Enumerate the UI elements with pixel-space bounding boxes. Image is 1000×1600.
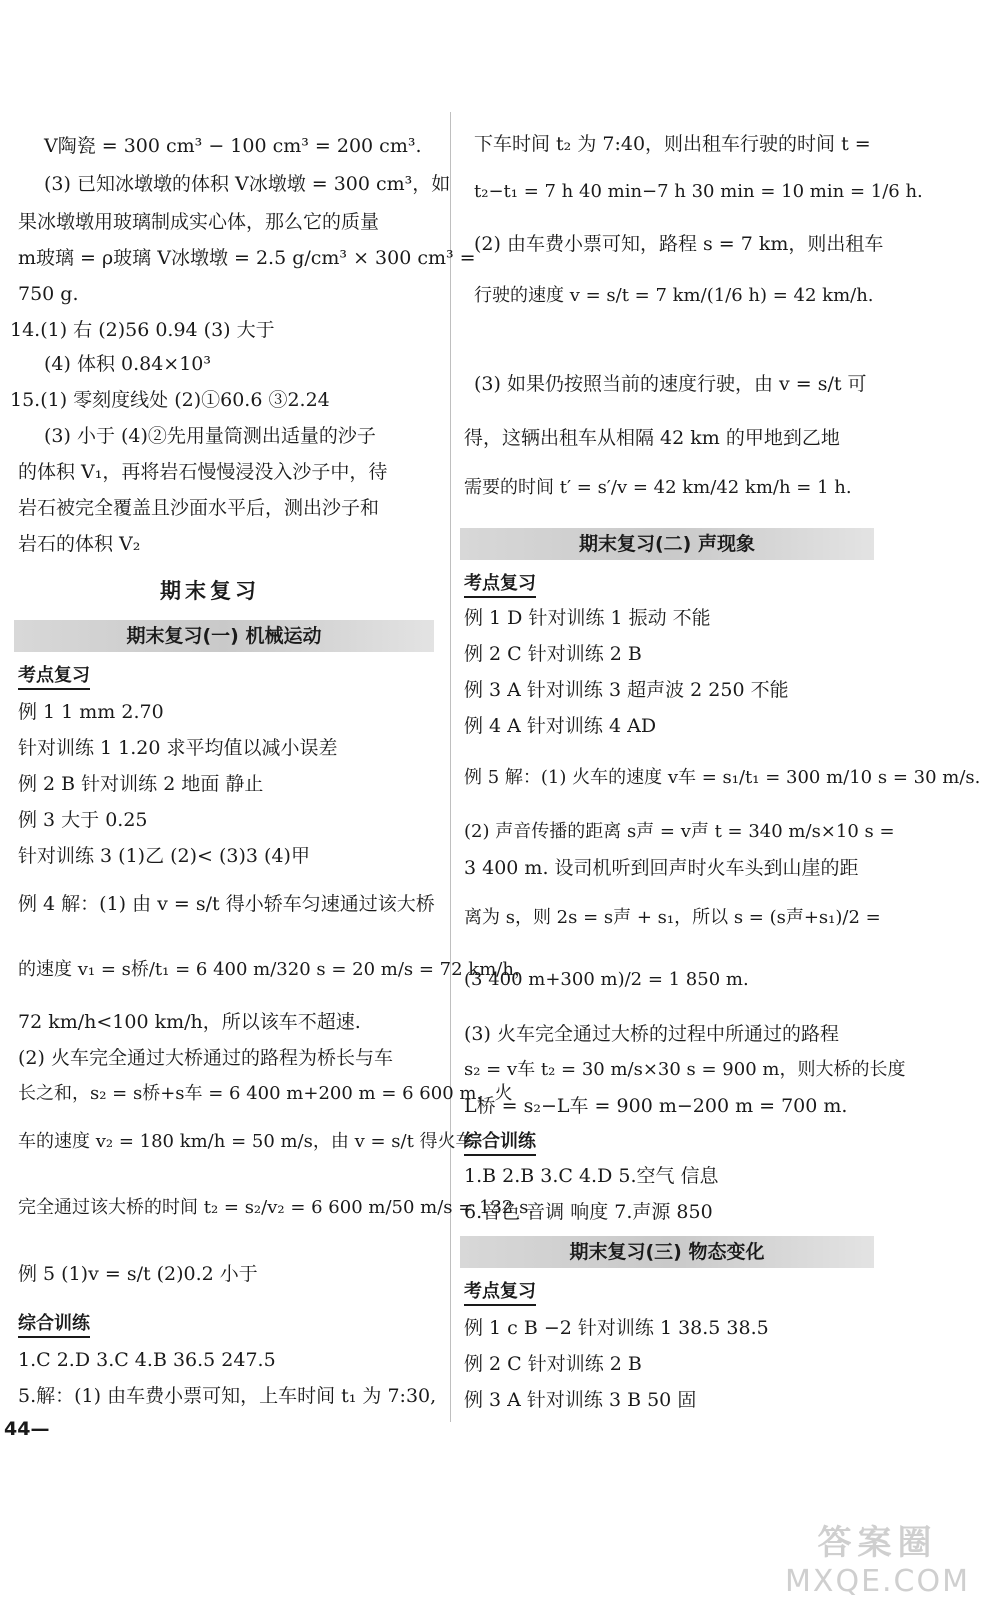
watermark-line2: MXQE.COM xyxy=(785,1564,970,1599)
question-14-line2: (4) 体积 0.84×10³ xyxy=(44,353,212,375)
question-5-line1: 5.解：(1) 由车费小票可知，上车时间 t₁ 为 7:30, xyxy=(18,1385,437,1407)
text-line: t₂−t₁ = 7 h 40 min−7 h 30 min = 10 min = 1/6 h. xyxy=(474,181,923,202)
final-review-title: 期末复习 xyxy=(160,579,260,603)
training-1: 针对训练 1 1.20 求平均值以减小误差 xyxy=(18,737,338,759)
subsection-title: 考点复习 xyxy=(464,572,536,598)
example-5-line3: 3 400 m. 设司机听到回声时火车头到山崖的距 xyxy=(464,857,859,879)
comprehensive-answers-2: 6.音色 音调 响度 7.声源 850 xyxy=(464,1201,713,1223)
example-2: 例 2 B 针对训练 2 地面 静止 xyxy=(18,773,264,795)
column-divider xyxy=(450,112,451,1422)
page-number: 44— xyxy=(4,1418,50,1440)
example-2: 例 2 C 针对训练 2 B xyxy=(464,643,642,665)
question-14-line1: 14.(1) 右 (2)56 0.94 (3) 大于 xyxy=(10,319,275,341)
example-1: 例 1 D 针对训练 1 振动 不能 xyxy=(464,607,711,629)
example-5-line4: 离为 s，则 2s = s声 + s₁，所以 s = (s声+s₁)/2 = xyxy=(464,907,881,928)
text-line: V陶瓷 = 300 cm³ − 100 cm³ = 200 cm³. xyxy=(44,135,422,157)
example-5-line8: L桥 = s₂−L车 = 900 m−200 m = 700 m. xyxy=(464,1095,848,1117)
example-4-line3: 72 km/h<100 km/h，所以该车不超速. xyxy=(18,1011,361,1033)
question-15-line1: 15.(1) 零刻度线处 (2)①60.6 ③2.24 xyxy=(10,389,330,411)
example-5-line5: (3 400 m+300 m)/2 = 1 850 m. xyxy=(464,969,749,990)
text-line: (3) 已知冰墩墩的体积 V冰墩墩 = 300 cm³，如 xyxy=(44,173,451,195)
subsection-title: 考点复习 xyxy=(18,664,90,690)
example-5-line1: 例 5 解：(1) 火车的速度 v车 = s₁/t₁ = 300 m/10 s = 30 m/s. xyxy=(464,767,981,788)
text-line: 下车时间 t₂ 为 7:40，则出租车行驶的时间 t = xyxy=(474,133,871,155)
example-4-line4: (2) 火车完全通过大桥通过的路程为桥长与车 xyxy=(18,1047,393,1069)
text-line: m玻璃 = ρ玻璃 V冰墩墩 = 2.5 g/cm³ × 300 cm³ = xyxy=(18,247,476,269)
example-2: 例 2 C 针对训练 2 B xyxy=(464,1353,642,1375)
subsection-title: 综合训练 xyxy=(18,1312,90,1338)
comprehensive-answers: 1.C 2.D 3.C 4.B 36.5 247.5 xyxy=(18,1349,276,1371)
subsection-title: 综合训练 xyxy=(464,1130,536,1156)
example-4-line7: 完全通过该大桥的时间 t₂ = s₂/v₂ = 6 600 m/50 m/s = 132 s. xyxy=(18,1197,535,1218)
question-15-line3: 的体积 V₁，再将岩石慢慢浸没入沙子中，待 xyxy=(18,461,388,483)
text-line: 得，这辆出租车从相隔 42 km 的甲地到乙地 xyxy=(464,427,840,449)
question-15-line4: 岩石被完全覆盖且沙面水平后，测出沙子和 xyxy=(18,497,380,519)
comprehensive-answers-1: 1.B 2.B 3.C 4.D 5.空气 信息 xyxy=(464,1165,719,1187)
text-line: 750 g. xyxy=(18,283,79,305)
training-3: 针对训练 3 (1)乙 (2)< (3)3 (4)甲 xyxy=(18,845,310,867)
example-5-line6: (3) 火车完全通过大桥的过程中所通过的路程 xyxy=(464,1023,839,1045)
text-line: 需要的时间 t′ = s′/v = 42 km/42 km/h = 1 h. xyxy=(464,477,852,498)
section-header-2: 期末复习(二) 声现象 xyxy=(460,528,874,560)
watermark-line1: 答案圈 xyxy=(817,1523,938,1563)
example-4-line6: 车的速度 v₂ = 180 km/h = 50 m/s，由 v = s/t 得火车 xyxy=(18,1131,474,1152)
subsection-title: 考点复习 xyxy=(464,1280,536,1306)
example-3: 例 3 A 针对训练 3 B 50 固 xyxy=(464,1389,697,1411)
example-3: 例 3 大于 0.25 xyxy=(18,809,148,831)
example-4: 例 4 A 针对训练 4 AD xyxy=(464,715,657,737)
example-5-line2: (2) 声音传播的距离 s声 = v声 t = 340 m/s×10 s = xyxy=(464,821,895,842)
example-5-line7: s₂ = v车 t₂ = 30 m/s×30 s = 900 m，则大桥的长度 xyxy=(464,1059,906,1080)
text-line: 果冰墩墩用玻璃制成实心体，那么它的质量 xyxy=(18,211,380,233)
watermark-logo xyxy=(785,1515,970,1599)
section-header-3: 期末复习(三) 物态变化 xyxy=(460,1236,874,1268)
example-1: 例 1 1 mm 2.70 xyxy=(18,701,164,723)
text-line: 行驶的速度 v = s/t = 7 km/(1/6 h) = 42 km/h. xyxy=(474,285,874,306)
example-1: 例 1 c B −2 针对训练 1 38.5 38.5 xyxy=(464,1317,769,1339)
example-4-line1: 例 4 解：(1) 由 v = s/t 得小轿车匀速通过该大桥 xyxy=(18,893,435,915)
text-line: (2) 由车费小票可知，路程 s = 7 km，则出租车 xyxy=(474,233,884,255)
section-header-1: 期末复习(一) 机械运动 xyxy=(14,620,434,652)
example-4-line2: 的速度 v₁ = s桥/t₁ = 6 400 m/320 s = 20 m/s = 72 km/h， xyxy=(18,959,532,980)
text-line: (3) 如果仍按照当前的速度行驶，由 v = s/t 可 xyxy=(474,373,867,395)
example-3: 例 3 A 针对训练 3 超声波 2 250 不能 xyxy=(464,679,789,701)
example-5: 例 5 (1)v = s/t (2)0.2 小于 xyxy=(18,1263,258,1285)
question-15-line5: 岩石的体积 V₂ xyxy=(18,533,141,555)
question-15-line2: (3) 小于 (4)②先用量筒测出适量的沙子 xyxy=(44,425,376,447)
example-4-line5: 长之和，s₂ = s桥+s车 = 6 400 m+200 m = 6 600 m，火 xyxy=(18,1083,513,1104)
